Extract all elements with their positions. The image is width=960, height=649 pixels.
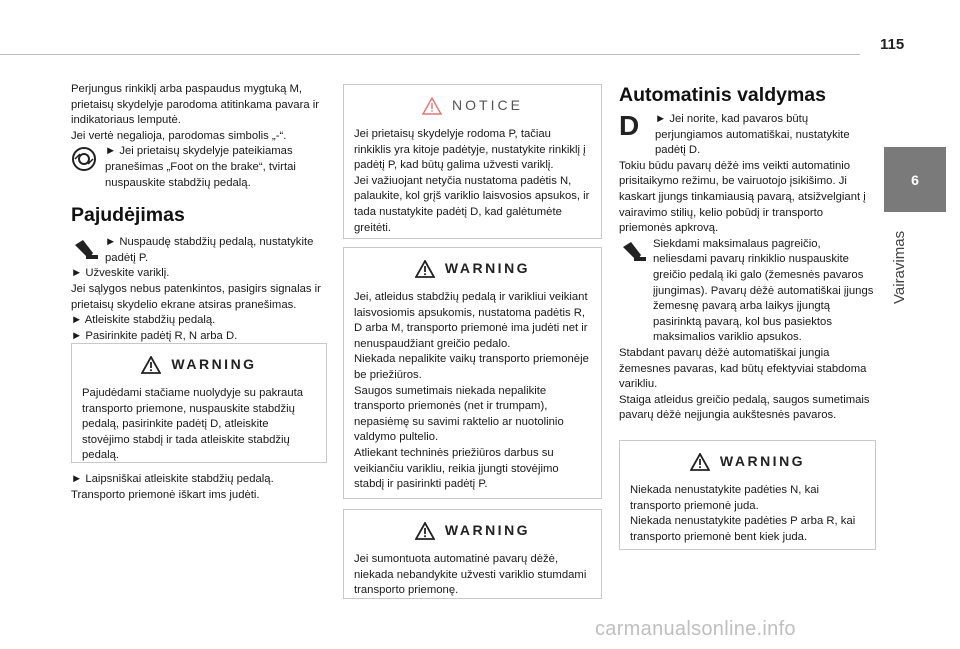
paragraph: Transporto priemonė iškart ims judėti. xyxy=(71,488,260,501)
paragraph: Stabdant pavarų dėžė automatiškai jungia žemesnes pavaras, kad būtų efektyviai stabdoma varikliu. xyxy=(619,346,867,391)
warning-text: Jei sumontuota automatinė pavarų dėžė, niekada nebandykite užvesti variklio stumdami transporto priemonę. xyxy=(354,553,587,597)
warning-box xyxy=(71,343,327,463)
foot-pedal-icon xyxy=(619,239,649,265)
foot-brake-paragraph: ► Jei prietaisų skydelyje pateikiamas pranešimas „Foot on the brake“, tvirtai nuspauskite stabdžių pedalą. xyxy=(71,144,325,191)
paragraph: Jei vertė negalioja, parodomas simbolis „-“. xyxy=(71,129,287,142)
paragraph: Staiga atleidus greičio pedalą, saugos sumetimais pavarų dėžė neįjungia aukštesnės pavaros. xyxy=(619,393,870,422)
section-heading: Automatinis valdymas xyxy=(619,84,826,106)
warning-triangle-icon xyxy=(415,522,435,540)
notice-triangle-icon xyxy=(422,97,442,115)
warning-header xyxy=(344,248,601,290)
warning-title: WARNING xyxy=(171,356,257,373)
paragraph: Jei sąlygos nebus patenkintos, pasigirs signalas ir prietaisų skydelio ekrane atsiras pranešimas. xyxy=(71,282,321,311)
warning-text: Niekada nepalikite vaikų transporto priemonėje be priežiūros. xyxy=(354,353,589,381)
warning-box xyxy=(343,247,602,499)
after-warning-text xyxy=(71,472,325,503)
chapter-label: Vairavimas xyxy=(891,230,908,304)
paragraph: ► Užveskite variklį. xyxy=(71,267,170,280)
header-rule xyxy=(0,54,860,55)
paragraph: ► Atleiskite stabdžių pedalą. xyxy=(71,314,216,327)
notice-header xyxy=(344,85,601,127)
warning-triangle-icon xyxy=(415,260,435,278)
warning-triangle-icon xyxy=(690,453,710,471)
step-paragraph: ► Nuspaudę stabdžių pedalą, nustatykite padėtį P. xyxy=(71,235,325,266)
warning-box xyxy=(343,509,602,599)
section-heading: Pajudėjimas xyxy=(71,204,185,227)
warning-header xyxy=(620,441,875,483)
chapter-tab[interactable]: 6 xyxy=(884,147,946,212)
notice-box xyxy=(343,84,602,239)
foot-on-brake-warning-icon xyxy=(71,146,101,172)
warning-box xyxy=(619,440,876,550)
paragraph: Tokiu būdu pavarų dėžė ims veikti automatinio prisitaikymo režimu, be vairuotojo įsikišimo. Ji kaskart įjungs tinkamiausią pavarą, atsižvelgiant į vairavimo stilių, kelio pobūdį ir transporto priemonės apkrovą. xyxy=(619,159,866,235)
column-1 xyxy=(71,82,325,344)
warning-text: Niekada nenustatykite padėties N, kai transporto priemonė juda. xyxy=(630,484,820,512)
warning-text: Saugos sumetimais niekada nepalikite transporto priemonės (net ir trumpam), nepasiėmę su savimi raktelio ar nuotolinio valdymo pultelio. xyxy=(354,384,564,444)
paragraph: ► Pasirinkite padėtį R, N arba D. xyxy=(71,329,238,342)
column-3 xyxy=(619,112,877,424)
warning-text: Jei, atleidus stabdžių pedalą ir varikliui veikiant laisvosiomis apsukomis, nustatoma padėtis R, D arba M, transporto priemonė ima judėti net ir nenuspaudžiant greičio pedalo. xyxy=(354,291,588,350)
warning-text: Niekada nenustatykite padėties P arba R, kai transporto priemonė bent kiek juda. xyxy=(630,515,856,543)
d-position-paragraph: D ► Jei norite, kad pavaros būtų perjungiamos automatiškai, nustatykite padėtį D. xyxy=(619,110,850,157)
warning-title: WARNING xyxy=(444,522,531,539)
accel-paragraph: Siekdami maksimalaus pagreičio, neliesdami pavarų rinkiklio nuspauskite greičio pedalą iki galo (žemesnės pavaros įjungimas). Pavarų dėžė automatiškai įjungs žemesnę pavarą arba laikys įjungtą pasirinktą pavarą, kol bus pasiektos maksimalios variklio apsukos. xyxy=(619,237,877,346)
notice-text: Jei važiuojant netyčia nustatoma padėtis N, palaukite, kol grįš variklio laisvosios apsukos, ir tada nustatykite padėtį D, kad galėtumėte greitėti. xyxy=(354,174,590,234)
warning-triangle-icon xyxy=(141,356,161,374)
page-number: 115 xyxy=(880,36,905,53)
warning-text: Pajudėdami stačiame nuolydyje su pakrauta transporto priemone, nuspauskite stabdžių pedalą, pasirinkite padėtį D, atleiskite stovėjimo stabdį ir tada atleiskite stabdžių pedalą. xyxy=(82,387,304,462)
gear-d-symbol: D xyxy=(619,110,640,141)
warning-title: WARNING xyxy=(444,260,531,277)
warning-title: WARNING xyxy=(719,453,806,470)
warning-header xyxy=(72,344,326,386)
warning-text: Atliekant techninės priežiūros darbus su veikiančiu varikliu, reikia įjungti stovėjimo stabdį ir pasirinkti padėtį P. xyxy=(354,446,559,491)
paragraph: Perjungus rinkiklį arba paspaudus mygtuką M, prietaisų skydelyje parodoma atitinkama pavara ir indikatoriaus lemputė. xyxy=(71,83,320,127)
paragraph: ► Laipsniškai atleiskite stabdžių pedalą. xyxy=(71,473,274,485)
foot-pedal-icon xyxy=(71,237,101,263)
notice-title: NOTICE xyxy=(452,97,523,114)
watermark: carmanualsonline.info xyxy=(595,618,796,640)
warning-header xyxy=(344,510,601,552)
notice-text: Jei prietaisų skydelyje rodoma P, tačiau rinkiklis yra kitoje padėtyje, nustatykite rinkiklį į padėtį P, kad būtų galima užvesti variklį. xyxy=(354,128,586,172)
